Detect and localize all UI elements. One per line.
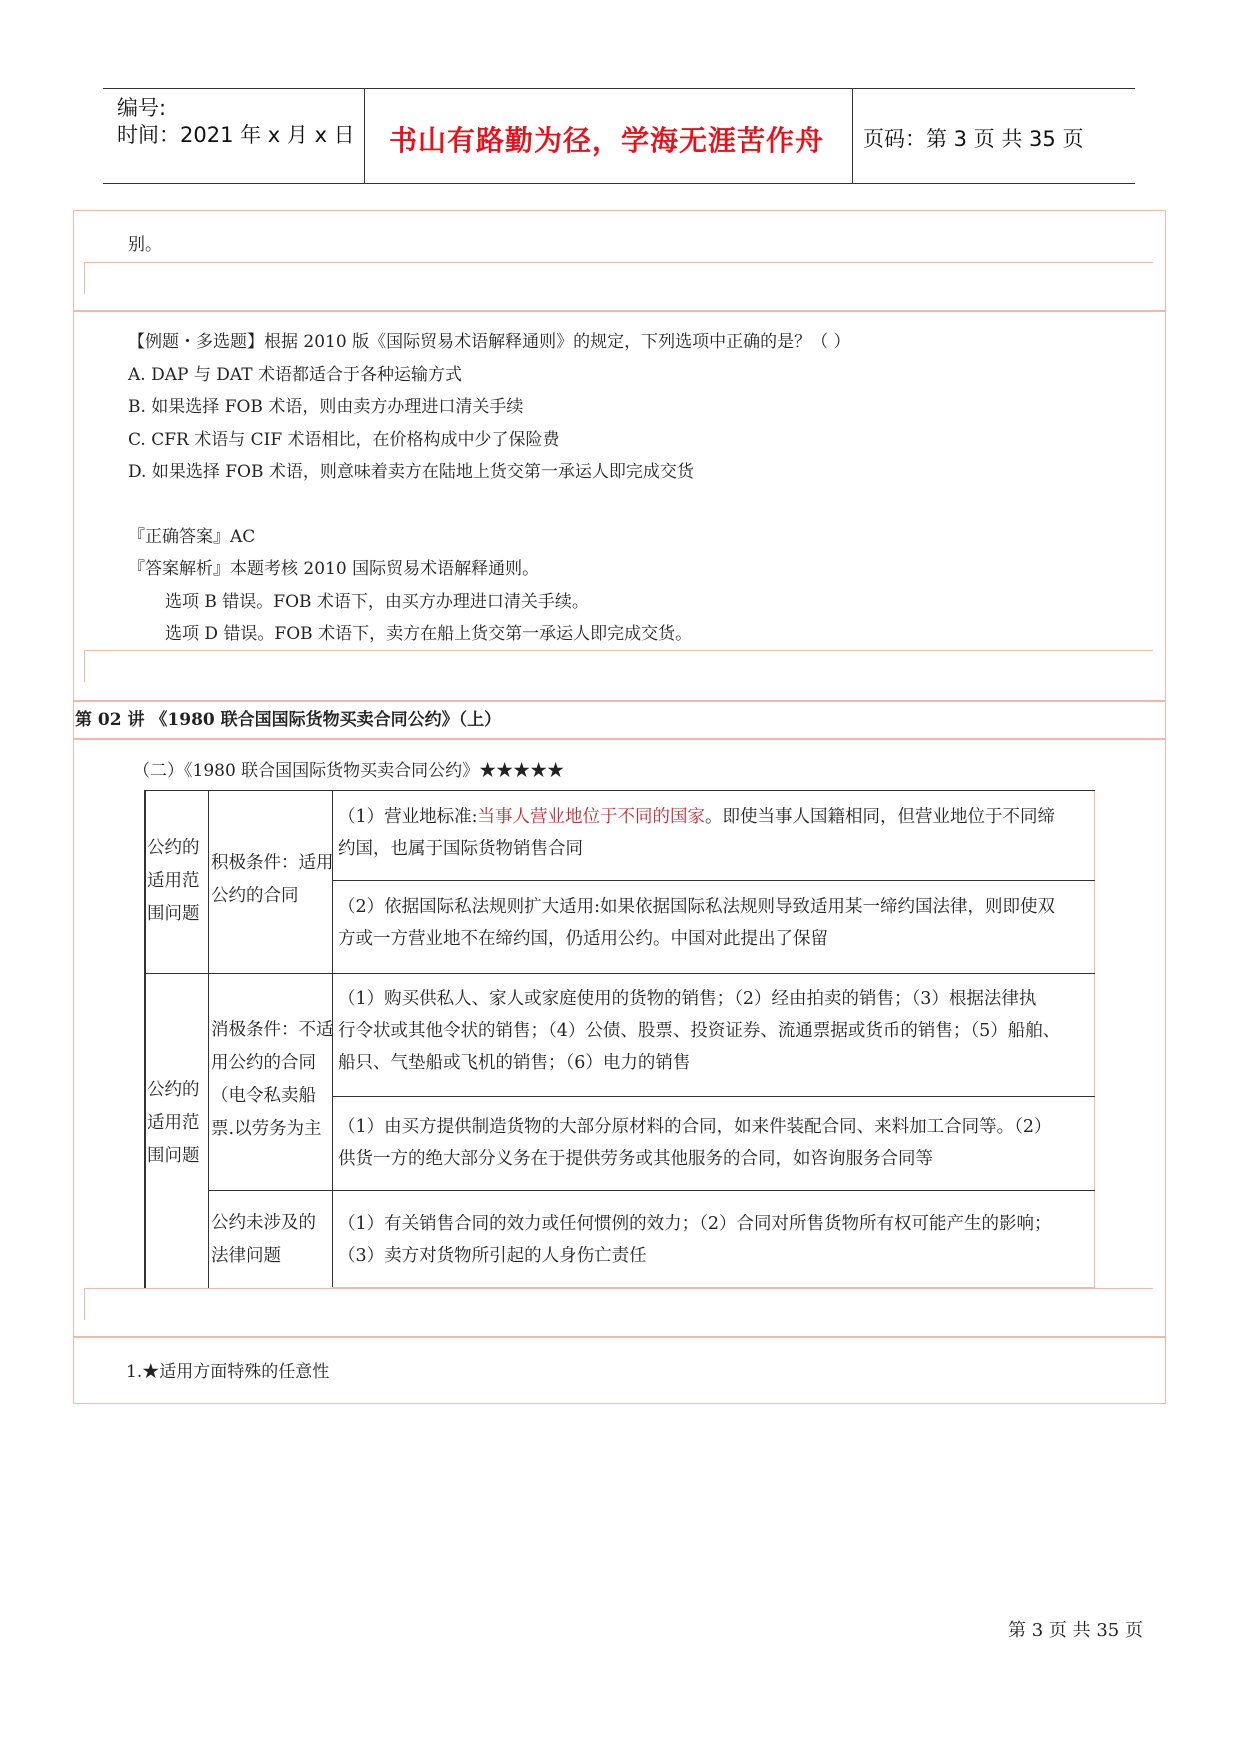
- divider-line: [84, 650, 85, 682]
- lecture-title: 第 02 讲 《1980 联合国国际货物买卖合同公约》（上）: [75, 710, 502, 730]
- page-number-label: 页码：第 3 页 共 35 页: [863, 127, 1084, 151]
- row-private-international-law: （2）依据国际私法规则扩大适用:如果依据国际私法规则导致适用某一缔约国法律，则即使双 方或一方营业地不在缔约国，仍适用公约。中国对此提出了保留: [338, 897, 1056, 949]
- content-box-top: [73, 210, 1166, 312]
- correct-answer: 『正确答案』AC: [128, 527, 256, 547]
- divider-line: [84, 262, 85, 294]
- uncovered-issues-label: 公约未涉及的 法律问题: [211, 1213, 316, 1266]
- option-c: C. CFR 术语与 CIF 术语相比，在价格构成中少了保险费: [128, 430, 560, 450]
- option-a: A. DAP 与 DAT 术语都适合于各种运输方式: [128, 365, 462, 385]
- divider-line: [84, 650, 1153, 651]
- doc-number-label: 编号:: [117, 96, 167, 120]
- page-header: [103, 88, 1135, 184]
- subsection-title: （二）《1980 联合国国际货物买卖合同公约》★★★★★: [133, 761, 565, 781]
- answer-analysis: 『答案解析』本题考核 2010 国际贸易术语解释通则。: [128, 559, 540, 579]
- row-excluded-sales: （1）购买供私人、家人或家庭使用的货物的销售；（2）经由拍卖的销售；（3）根据法律执 行令状或其他令状的销售；（4）公债、股票、投资证券、流通票据或货币的销售；（5）船舶、 船只、气垫船或飞机的销售；（6）电力的销售: [338, 989, 1061, 1073]
- negative-condition-label: 消极条件：不适 用公约的合同 （电令私卖船 票.以劳务为主: [211, 1020, 334, 1139]
- row-uncovered-issues: （1）有关销售合同的效力或任何惯例的效力；（2）合同对所售货物所有权可能产生的影响； （3）卖方对货物所引起的人身伤亡责任: [338, 1214, 1052, 1266]
- convention-table: [144, 790, 1095, 1288]
- header-motto: 书山有路勤为径，学海无涯苦作舟: [389, 124, 825, 157]
- paragraph-tail: 别。: [128, 235, 162, 255]
- analysis-line: 选项 B 错误。FOB 术语下，由买方办理进口清关手续。: [165, 592, 589, 612]
- analysis-line: 选项 D 错误。FOB 术语下，卖方在船上货交第一承运人即完成交货。: [165, 624, 693, 644]
- row-business-place-standard: （1）营业地标准:当事人营业地位于不同的国家。即使当事人国籍相同，但营业地位于不同缔 约国，也属于国际货物销售合同: [338, 807, 1056, 859]
- header-divider: [852, 89, 853, 183]
- positive-condition-label: 积极条件：适用 公约的合同: [211, 853, 334, 906]
- divider-line: [84, 262, 1153, 263]
- divider-line: [84, 1288, 85, 1320]
- option-d: D. 如果选择 FOB 术语，则意味着卖方在陆地上货交第一承运人即完成交货: [128, 462, 694, 482]
- doc-time-label: 时间：2021 年 x 月 x 日: [117, 123, 355, 147]
- header-divider: [364, 89, 365, 183]
- option-b: B. 如果选择 FOB 术语，则由卖方办理进口清关手续: [128, 397, 524, 417]
- page-footer: 第 3 页 共 35 页: [1008, 1620, 1143, 1641]
- divider-line: [84, 1288, 1153, 1289]
- row-excluded-contracts: （1）由买方提供制造货物的大部分原材料的合同，如来件装配合同、来料加工合同等。（2） 供货一方的绝大部分义务在于提供劳务或其他服务的合同，如咨询服务合同等: [338, 1117, 1052, 1169]
- group-label: 公约的 适用范 围问题: [147, 1080, 200, 1166]
- section-item: 1.★适用方面特殊的任意性: [126, 1362, 330, 1382]
- example-question: 【例题・多选题】根据 2010 版《国际贸易术语解释通则》的规定，下列选项中正确的是？（ ）: [128, 332, 851, 352]
- group-label: 公约的 适用范 围问题: [147, 838, 200, 924]
